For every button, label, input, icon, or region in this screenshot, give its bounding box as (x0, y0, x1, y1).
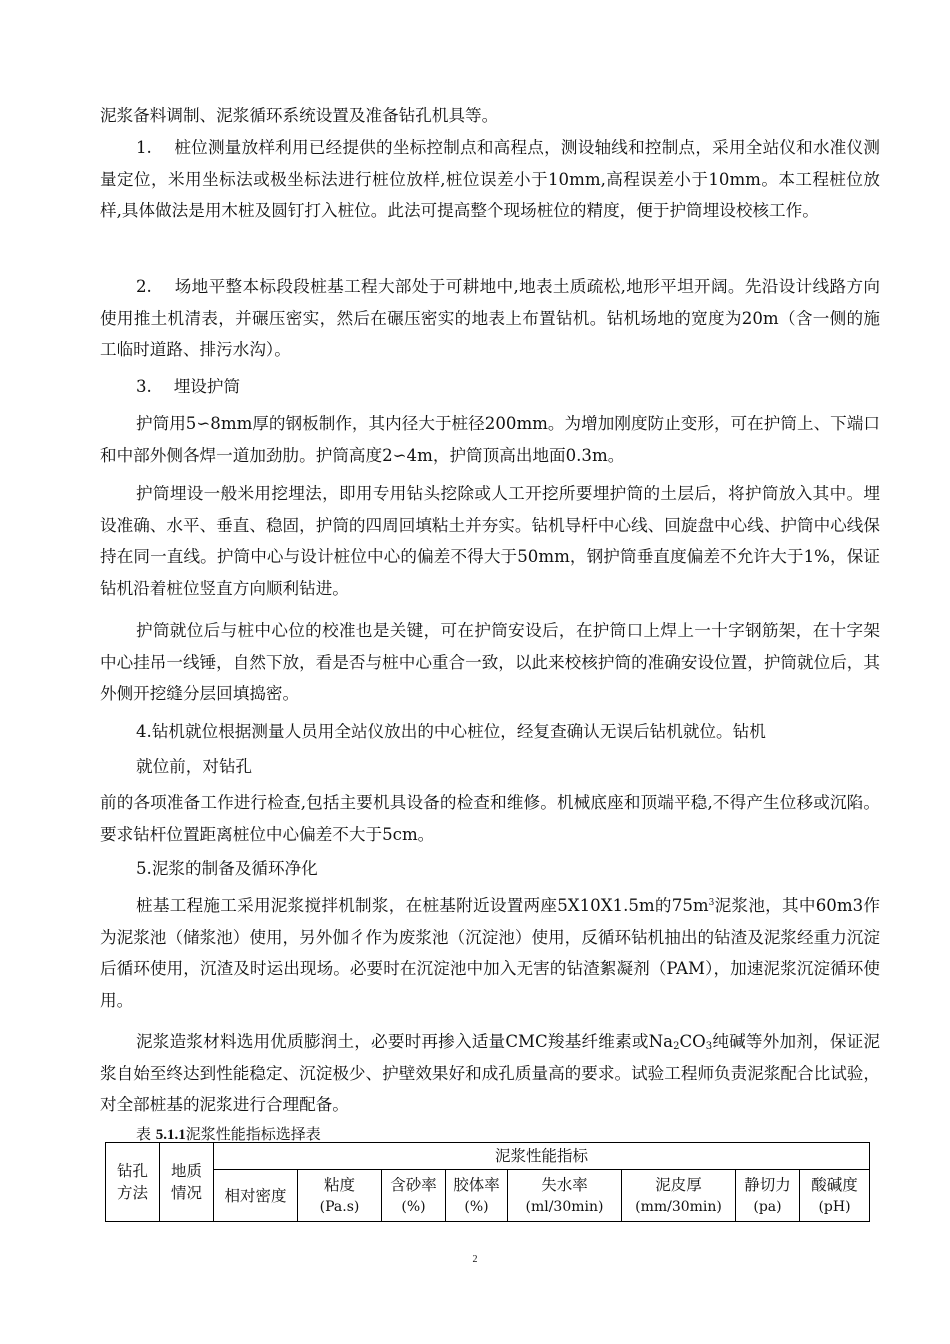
page-number: 2 (472, 1254, 478, 1265)
header-viscosity: 粘度 (Pa.s) (298, 1170, 382, 1222)
heading-casing: 3. 埋设护筒 (136, 377, 241, 396)
header-sand-content: 含砂率 (%) (382, 1170, 446, 1222)
paragraph-casing-material: 护筒用5∽8mm厚的钢板制作，其内径大于桩径200mm。为增加刚度防止变形，可在护筒上、下端口和中部外侧各焊一道加劲肋。护筒高度2∽4m，护筒顶高出地面0.3m。 (100, 414, 880, 465)
paragraph-casing-calibration: 护筒就位后与桩中心位的校准也是关键，可在护筒安设后，在护筒口上焊上一十字钢筋架，在十字架中心挂吊一线锤，自然下放，看是否与桩中心重合一致，以此来校核护筒的准确安设位置，护筒就位后，其外侧开挖缝分层回填捣密。 (100, 621, 880, 703)
header-drilling-method: 钻孔方法 (106, 1143, 160, 1222)
paragraph-drill-positioning: 4.钻机就位根据测量人员用全站仪放出的中心桩位，经复查确认无误后钻机就位。钻机 (136, 722, 766, 741)
paragraph-mud-pool: 桩基工程施工采用泥浆搅拌机制浆，在桩基附近设置两座5X10X1.5m的$75m^3$泥浆池，其中60m3作为泥浆池（储浆池）使用，另外伽彳作为废浆池（沉淀池）使用，反循环钻机抽出的钻渣及泥浆经重力沉淀后循环使用，沉渣及时运出现场。必要时在沉淀池中加入无害的钻渣絮凝剂（PAM），加速泥浆沉淀循环使用。 (100, 896, 880, 1010)
paragraph-casing-burying: 护筒埋设一般米用挖埋法，即用专用钻头挖除或人工开挖所要埋护筒的土层后，将护筒放入其中。埋设准确、水平、垂直、稳固，护筒的四周回填粘土并夯实。钻机导杆中心线、回旋盘中心线、护筒中心线保持在同一直线。护筒中心与设计桩位中心的偏差不得大于50mm，钢护筒垂直度偏差不允许大于1%，保证钻机沿着桩位竖直方向顺利钻进。 (100, 484, 880, 598)
header-mud-indicators: 泥浆性能指标 (214, 1143, 870, 1170)
paragraph-pile-survey: 1. 桩位测量放样利用已经提供的坐标控制点和高程点，测设轴线和控制点，采用全站仪和水准仪测量定位，米用坐标法或极坐标法进行桩位放样,桩位误差小于10mm,高程误差小于10mm。本工程桩位放样,具体做法是用木桩及圆钉打入桩位。此法可提高整个现场桩位的精度，便于护筒埋设校核工作。 (100, 138, 880, 220)
paragraph-drill-check: 前的各项准备工作进行检查,包括主要机具设备的检查和维修。机械底座和顶端平稳,不得产生位移或沉陷。要求钻杆位置距离桩位中心偏差不大于5cm。 (100, 793, 880, 844)
paragraph-site-leveling: 2. 场地平整本标段段桩基工程大部处于可耕地中,地表土质疏松,地形平坦开阔。先沿设计线路方向使用推土机清表，并碾压密实，然后在碾压密实的地表上布置钻机。钻机场地的宽度为20m（含一侧的施工临时道路、排污水沟）。 (100, 277, 880, 359)
header-ph: 酸碱度 (pH) (800, 1170, 870, 1222)
table-caption: 表 5.1.1泥浆性能指标选择表 (136, 1125, 321, 1143)
header-static-shear: 静切力 (pa) (736, 1170, 800, 1222)
mud-performance-table (105, 1142, 870, 1222)
paragraph-drill-positioning-cont: 就位前，对钻孔 (136, 757, 253, 776)
paragraph-mud-material: 泥浆造浆材料选用优质膨润土，必要时再掺入适量CMC羧基纤维素或$Na_2CO_3$纯碱等外加剂，保证泥浆自始至终达到性能稳定、沉淀极少、护壁效果好和成孔质量高的要求。试验工程师负责泥浆配合比试验，对全部桩基的泥浆进行合理配备。 (100, 1032, 881, 1114)
header-water-loss: 失水率 (ml/30min) (508, 1170, 622, 1222)
paragraph-intro: 泥浆备料调制、泥浆循环系统设置及准备钻孔机具等。 (100, 106, 499, 125)
header-relative-density: 相对密度 (214, 1170, 298, 1222)
header-geology: 地质情况 (160, 1143, 214, 1222)
heading-mud-preparation: 5.泥浆的制备及循环净化 (136, 859, 318, 878)
header-mud-cake: 泥皮厚 (mm/30min) (622, 1170, 736, 1222)
header-colloid-rate: 胶体率 (%) (446, 1170, 508, 1222)
